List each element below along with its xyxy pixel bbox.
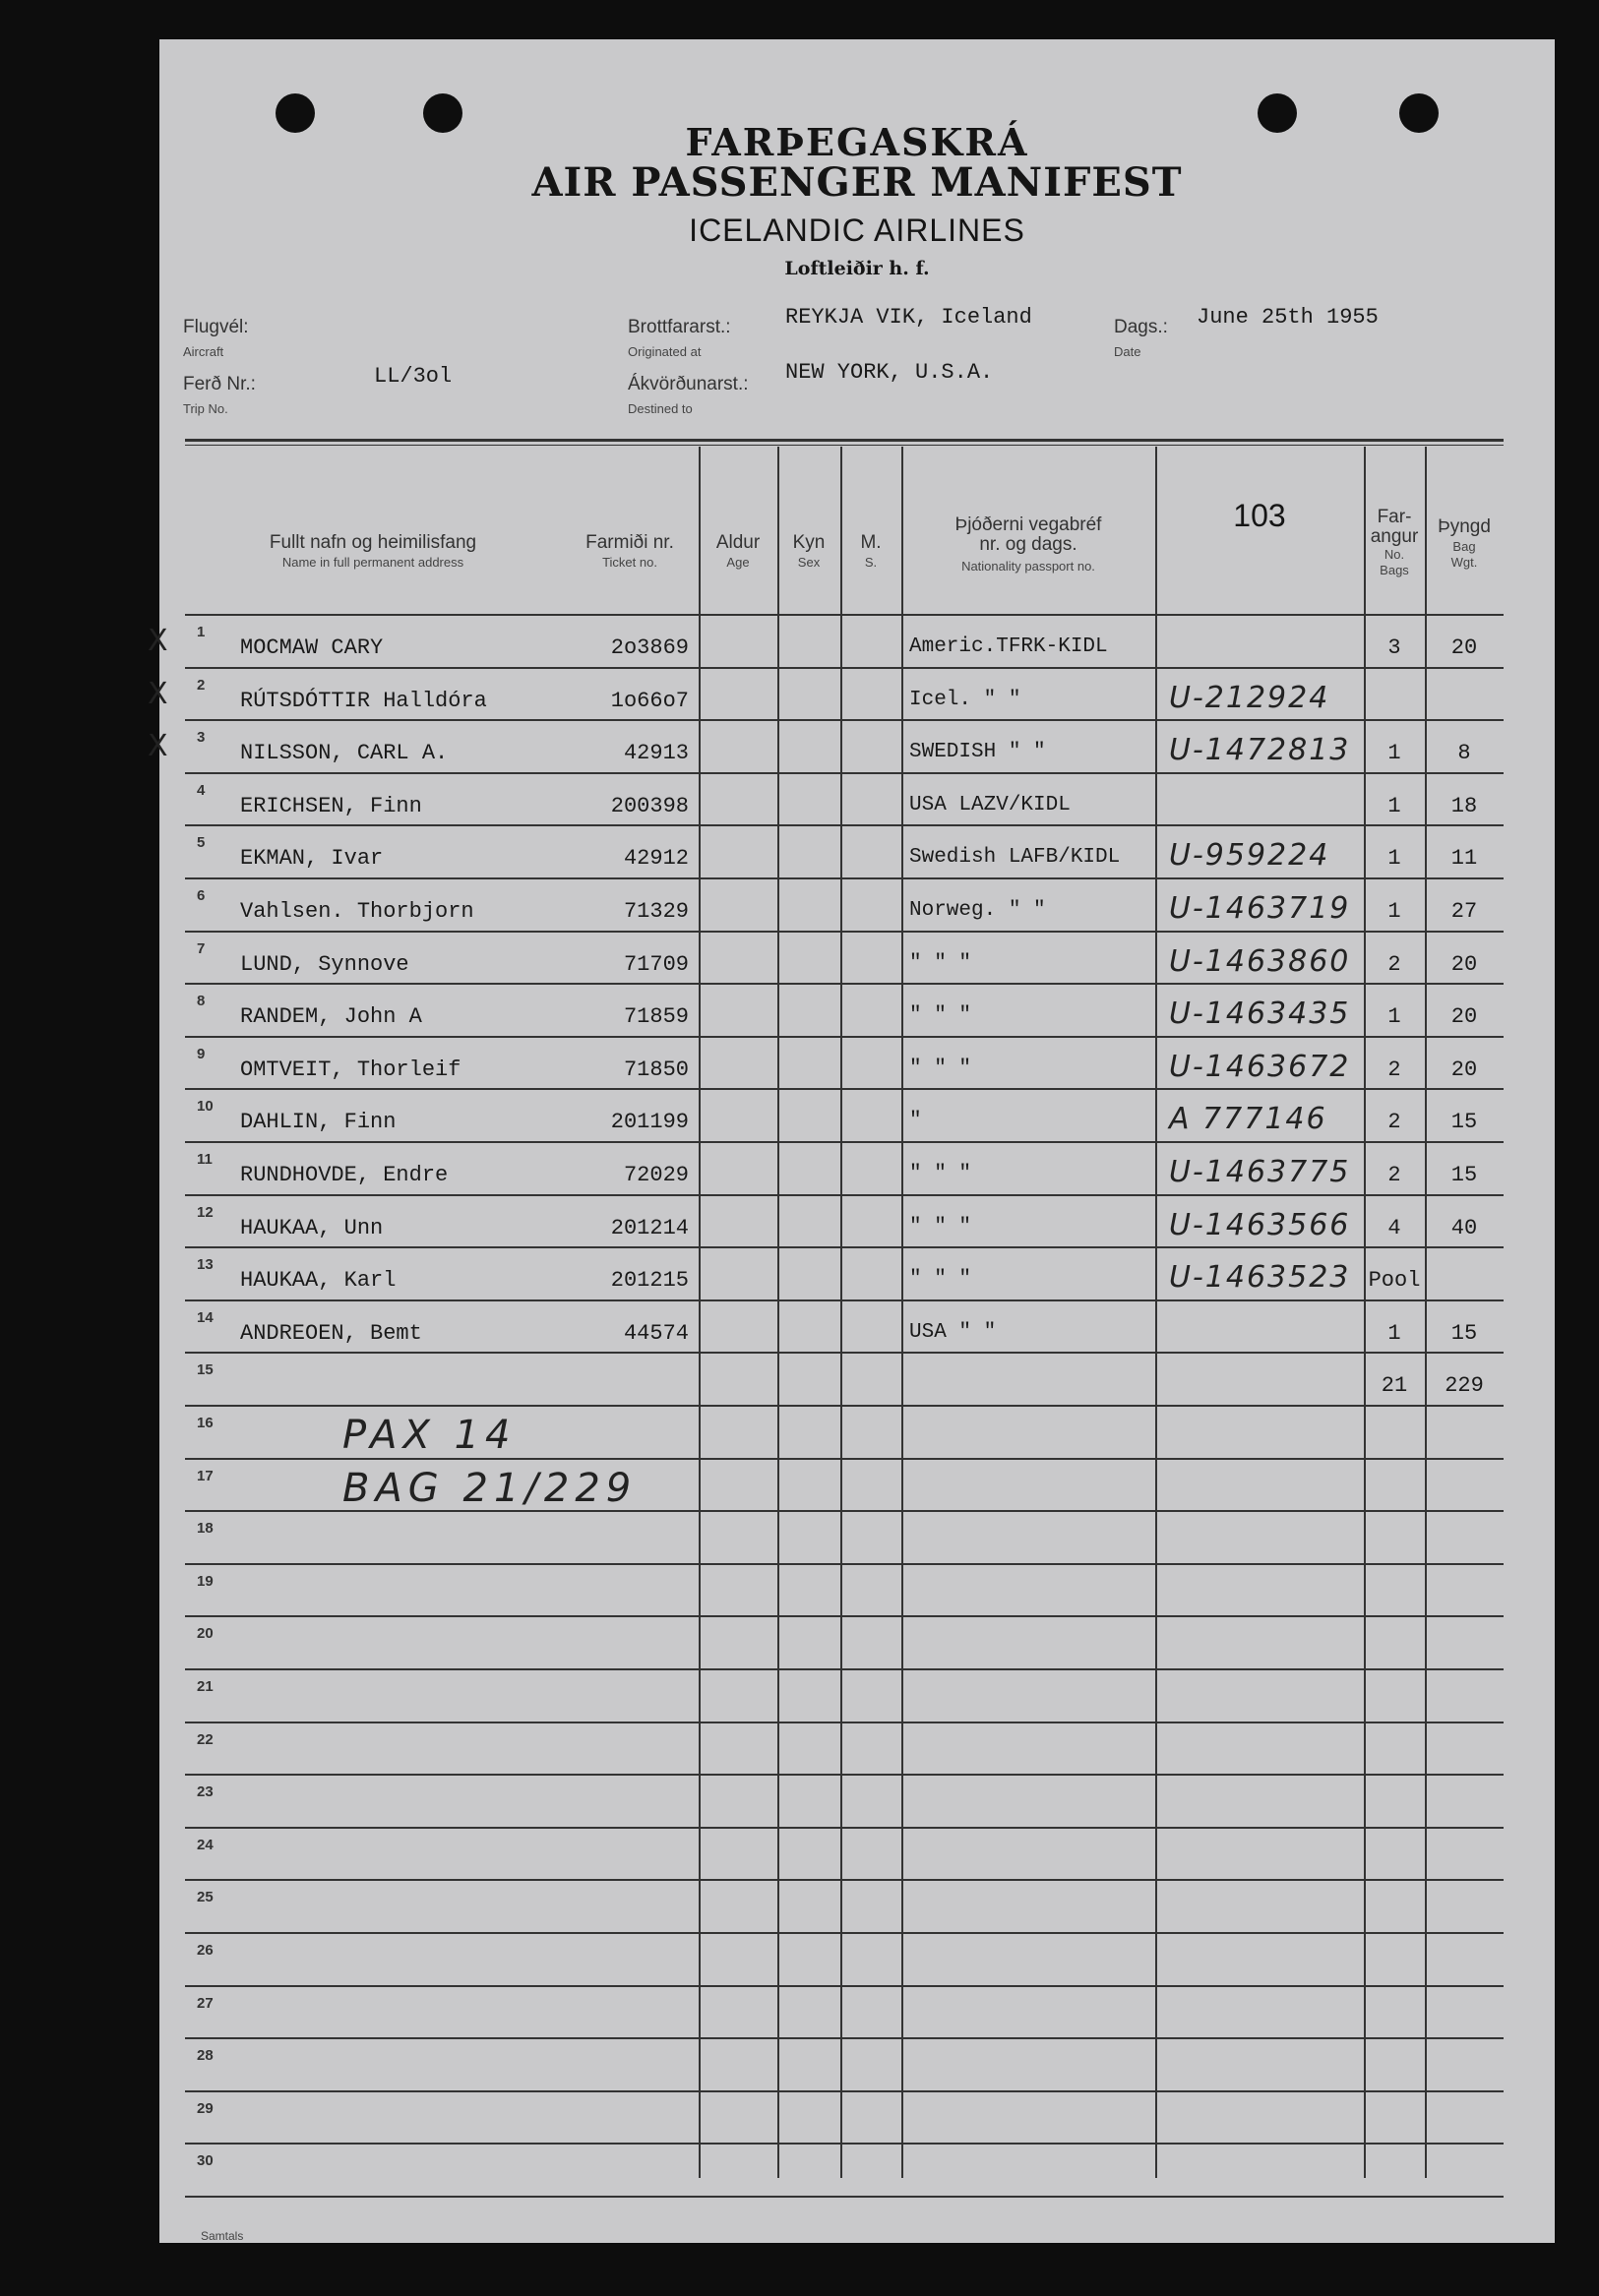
ticket-number: 2o3869	[610, 635, 689, 660]
nationality: USA LAZV/KIDL	[909, 793, 1071, 816]
row-rule	[185, 2196, 1504, 2198]
bag-weight: 40	[1450, 1215, 1478, 1240]
table-row	[185, 1617, 1504, 1670]
col-subheader-sex: Sex	[797, 555, 821, 570]
ticket-number: 200398	[610, 793, 689, 818]
passenger-name: DAHLIN, Finn	[240, 1110, 397, 1135]
origin-label: Brottfararst.:	[628, 317, 731, 337]
ticket-number: 201214	[610, 1215, 689, 1240]
ticket-number: 44574	[623, 1320, 689, 1346]
ticket-number: 71329	[623, 899, 689, 924]
bag-count: 1	[1387, 1320, 1401, 1346]
passenger-name: HAUKAA, Karl	[240, 1268, 397, 1294]
ticket-number: 71850	[623, 1057, 689, 1082]
row-number: 28	[197, 2047, 214, 2065]
row-number: 9	[197, 1045, 206, 1062]
trip-sublabel: Trip No.	[183, 401, 228, 416]
ticket-number: 42912	[623, 846, 689, 872]
table-row	[185, 1354, 1504, 1407]
passport-number: U-1472813	[1169, 733, 1351, 768]
col-divider	[1155, 447, 1157, 2178]
col-header-age: Aldur	[715, 532, 761, 553]
bag-weight: 20	[1450, 635, 1478, 660]
passport-number: U-1463860	[1169, 943, 1351, 979]
bag-count: 3	[1387, 635, 1401, 660]
nationality: " " "	[909, 1268, 972, 1292]
table-row	[185, 1723, 1504, 1777]
bag-weight: 27	[1450, 899, 1478, 924]
nationality: Norweg. " "	[909, 899, 1046, 922]
col-header-bags-2: angur	[1370, 526, 1419, 547]
nationality: " " "	[909, 951, 972, 975]
nationality: " " "	[909, 1057, 972, 1080]
aircraft-label: Flugvél:	[183, 317, 249, 337]
nationality: " " "	[909, 1215, 972, 1239]
row-check-mark: X	[148, 624, 168, 658]
table-row	[185, 2039, 1504, 2092]
col-header-nationality-2: nr. og dags.	[979, 534, 1077, 555]
trip-label: Ferð Nr.:	[183, 374, 256, 394]
col-divider	[901, 447, 903, 2178]
row-number: 13	[197, 1256, 214, 1274]
nationality: " " "	[909, 1163, 972, 1185]
col-header-sex: Kyn	[792, 532, 826, 553]
nationality: Americ.TFRK-KIDL	[909, 635, 1108, 658]
col-subheader-age: Age	[726, 555, 750, 570]
table-row	[185, 1301, 1504, 1355]
table-top-rule	[185, 439, 1504, 442]
ticket-number: 201215	[610, 1268, 689, 1294]
date-sublabel: Date	[1114, 344, 1141, 359]
table-row	[185, 1776, 1504, 1829]
ticket-number: 1o66o7	[610, 688, 689, 713]
nationality: " " "	[909, 1004, 972, 1028]
col-subheader-bags: No.	[1384, 547, 1405, 562]
bag-count: 1	[1387, 741, 1401, 766]
bag-weight: 229	[1445, 1373, 1484, 1399]
passport-number: U-1463566	[1169, 1207, 1351, 1242]
passenger-name: MOCMAW CARY	[240, 635, 384, 660]
bag-count: 1	[1387, 899, 1401, 924]
table-row	[185, 1196, 1504, 1249]
ticket-number: 201199	[610, 1110, 689, 1135]
passport-number: U-1463719	[1169, 891, 1351, 926]
col-header-ticket: Farmiði nr.	[585, 532, 674, 553]
table-row	[148, 616, 1504, 669]
table-top-rule-thin	[185, 445, 1504, 446]
row-number: 30	[197, 2152, 214, 2170]
nationality: Icel. " "	[909, 688, 1021, 711]
bag-weight: 15	[1450, 1110, 1478, 1135]
table-row	[185, 1248, 1504, 1301]
passenger-name: RANDEM, John A	[240, 1004, 422, 1030]
table-row	[185, 1987, 1504, 2040]
passport-number: U-212924	[1169, 680, 1330, 715]
passenger-name: LUND, Synnove	[240, 951, 409, 977]
row-number: 8	[197, 993, 206, 1010]
bag-count: 1	[1387, 846, 1401, 872]
manifest-sheet	[148, 39, 1555, 2243]
table-row	[185, 985, 1504, 1038]
bag-count: 1	[1387, 1004, 1401, 1030]
bag-weight: 20	[1450, 1057, 1478, 1082]
table-row	[185, 1670, 1504, 1723]
ticket-number: 71859	[623, 1004, 689, 1030]
passport-number: U-1463523	[1169, 1260, 1351, 1296]
col-divider	[1425, 447, 1427, 2178]
row-check-mark: X	[148, 676, 168, 711]
col-subheader-bags-2: Bags	[1380, 563, 1409, 577]
col-header-ms: M.	[860, 532, 882, 553]
passenger-name: OMTVEIT, Thorleif	[240, 1057, 461, 1082]
row-check-mark: X	[148, 729, 168, 764]
row-number: 29	[197, 2099, 214, 2117]
col-header-name: Fullt nafn og heimilisfang	[269, 532, 477, 553]
passport-number: U-1463775	[1169, 1155, 1351, 1189]
destination-label: Ákvörðunarst.:	[628, 374, 749, 394]
passenger-name: EKMAN, Ivar	[240, 846, 384, 872]
row-number: 19	[197, 1572, 214, 1590]
passenger-name: NILSSON, CARL A.	[240, 741, 449, 766]
row-number: 21	[197, 1678, 214, 1695]
row-number: 14	[197, 1308, 214, 1326]
table-row	[185, 1090, 1504, 1143]
table-row	[185, 2092, 1504, 2145]
row-number: 16	[197, 1415, 214, 1431]
bag-weight: 11	[1450, 846, 1478, 872]
destination-value: NEW YORK, U.S.A.	[785, 360, 994, 385]
footer-label: Samtals	[201, 2229, 244, 2243]
passenger-name: Vahlsen. Thorbjorn	[240, 899, 474, 924]
bag-count: 2	[1387, 1110, 1401, 1135]
passenger-name: ERICHSEN, Finn	[240, 793, 422, 818]
trip-value: LL/3ol	[374, 364, 453, 389]
col-subheader-nationality: Nationality passport no.	[961, 559, 1095, 574]
nationality: USA " "	[909, 1320, 997, 1344]
passport-number: A 777146	[1169, 1102, 1327, 1137]
ticket-number: 42913	[623, 741, 689, 766]
table-row	[185, 1881, 1504, 1934]
row-number: 12	[197, 1203, 214, 1221]
passport-number: U-1463435	[1169, 997, 1351, 1032]
row-number: 3	[197, 729, 206, 747]
date-value: June 25th 1955	[1197, 305, 1379, 330]
passport-number: U-959224	[1169, 838, 1330, 874]
table-row	[185, 1829, 1504, 1882]
col-header-nationality: Þjóðerni vegabréf	[954, 514, 1102, 535]
bag-weight: 20	[1450, 1004, 1478, 1030]
table-row	[185, 1460, 1504, 1513]
passenger-name: ANDREOEN, Bemt	[240, 1320, 422, 1346]
col-subheader-name: Name in full permanent address	[281, 555, 464, 570]
table-row	[185, 1143, 1504, 1196]
col-divider	[699, 447, 701, 2178]
nationality: "	[909, 1110, 922, 1133]
origin-value: REYKJA VIK, Iceland	[785, 305, 1032, 330]
nationality: SWEDISH " "	[909, 741, 1046, 764]
ticket-number: 71709	[623, 951, 689, 977]
manifest-table	[148, 439, 1504, 2178]
bag-count: 2	[1387, 1163, 1401, 1187]
table-row	[185, 1407, 1504, 1460]
row-number: 20	[197, 1625, 214, 1643]
col-divider	[1364, 447, 1366, 2178]
table-row	[185, 933, 1504, 986]
col-subheader-weight: Bag	[1452, 539, 1476, 554]
col-divider	[777, 447, 779, 2178]
row-number: 18	[197, 1520, 214, 1538]
col-header-weight: Þyngd	[1438, 516, 1491, 537]
bag-count: 21	[1381, 1373, 1408, 1399]
bag-weight: 15	[1450, 1163, 1478, 1187]
manifest-number: 103	[1233, 498, 1286, 533]
aircraft-sublabel: Aircraft	[183, 344, 224, 359]
table-row	[185, 1565, 1504, 1618]
passenger-name: RUNDHOVDE, Endre	[240, 1163, 449, 1187]
col-header-bags: Far-	[1377, 507, 1412, 527]
bag-weight: 20	[1450, 951, 1478, 977]
table-row	[185, 1038, 1504, 1091]
origin-sublabel: Originated at	[628, 344, 702, 359]
row-number: 15	[197, 1361, 214, 1379]
row-number: 25	[197, 1889, 214, 1906]
bag-count: 1	[1387, 793, 1401, 818]
row-number: 23	[197, 1783, 214, 1801]
row-number: 17	[197, 1467, 214, 1484]
row-number: 11	[197, 1151, 213, 1168]
airline-name: ICELANDIC AIRLINES	[689, 212, 1025, 248]
date-label: Dags.:	[1114, 317, 1168, 337]
row-number: 26	[197, 1942, 214, 1959]
table-row	[148, 721, 1504, 774]
airline-subtitle: Loftleiðir h. f.	[784, 258, 930, 279]
bag-weight: 15	[1450, 1320, 1478, 1346]
col-subheader-weight-2: Wgt.	[1450, 555, 1478, 570]
bag-count: 2	[1387, 1057, 1401, 1082]
nationality: Swedish LAFB/KIDL	[909, 846, 1121, 870]
row-number: 10	[197, 1098, 214, 1116]
table-row	[185, 826, 1504, 879]
passenger-name: BAG 21/229	[342, 1465, 638, 1511]
bag-weight: 18	[1450, 793, 1478, 818]
passenger-name: RÚTSDÓTTIR Halldóra	[240, 688, 487, 713]
passenger-name: HAUKAA, Unn	[240, 1215, 384, 1240]
col-subheader-ms: S.	[864, 555, 878, 570]
passport-number: U-1463672	[1169, 1049, 1351, 1084]
row-number: 4	[197, 781, 206, 799]
row-number: 27	[197, 1994, 214, 2012]
bag-count: 2	[1387, 951, 1401, 977]
col-subheader-ticket: Ticket no.	[602, 555, 657, 570]
row-number: 1	[197, 624, 206, 640]
bag-count: Pool	[1368, 1268, 1421, 1294]
ticket-number: 72029	[623, 1163, 689, 1187]
row-number: 6	[197, 887, 206, 904]
destination-sublabel: Destined to	[628, 401, 693, 416]
table-row	[185, 774, 1504, 827]
row-number: 2	[197, 676, 206, 694]
row-number: 22	[197, 1730, 214, 1748]
table-row	[185, 1934, 1504, 1987]
col-divider	[840, 447, 842, 2178]
row-number: 5	[197, 834, 206, 852]
row-number: 24	[197, 1836, 214, 1853]
title-english: AIR PASSENGER MANIFEST	[531, 159, 1183, 206]
table-row	[185, 2145, 1504, 2198]
row-number: 7	[197, 939, 206, 957]
bag-weight: 8	[1457, 741, 1471, 766]
passenger-name: PAX 14	[342, 1413, 517, 1458]
table-row	[185, 879, 1504, 933]
table-row	[148, 669, 1504, 722]
title-icelandic: FARÞEGASKRÁ	[685, 120, 1029, 164]
bag-count: 4	[1387, 1215, 1401, 1240]
table-row	[185, 1512, 1504, 1565]
